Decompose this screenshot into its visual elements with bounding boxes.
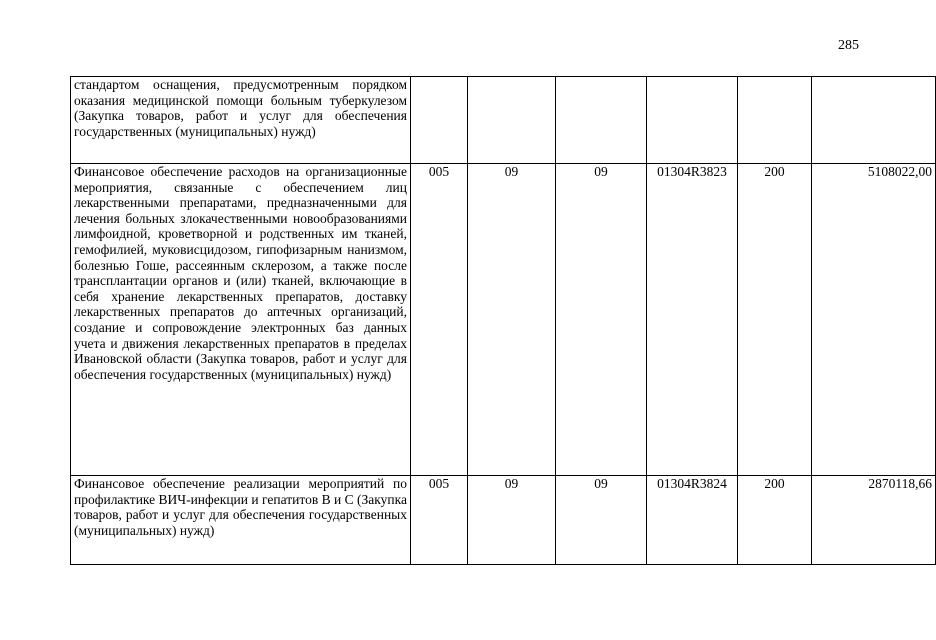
amount-value bbox=[812, 77, 936, 164]
expense-type-code: 200 bbox=[738, 476, 812, 565]
amount-value: 5108022,00 bbox=[812, 164, 936, 476]
expense-type-code: 200 bbox=[738, 164, 812, 476]
target-article-code bbox=[647, 77, 738, 164]
ministry-code: 005 bbox=[411, 476, 468, 565]
row-description: Финансовое обеспечение расходов на организационные мероприятия, связанные с обеспечением лиц лекарственными препаратами, предназначенными для лечения больных злокачественными новообразованиями лимфоидной, кроветворной и родственных им тканей, гемофилией, муковисцидозом, гипофизарным нанизмом, болезнью Гоше, рассеянным склерозом, а также после трансплантации органов и (или) тканей, включающие в себя хранение лекарственных препаратов, доставку лекарственных препаратов до аптечных организаций, создание и сопровождение электронных баз данных учета и движения лекарственных препаратов в пределах Ивановской области (Закупка товаров, работ и услуг для обеспечения государственных (муниципальных) нужд) bbox=[71, 164, 411, 476]
target-article-code: 01304R3823 bbox=[647, 164, 738, 476]
subsection-code: 09 bbox=[556, 164, 647, 476]
ministry-code: 005 bbox=[411, 164, 468, 476]
table-row bbox=[71, 77, 936, 164]
row-description: Финансовое обеспечение реализации мероприятий по профилактике ВИЧ-инфекции и гепатитов В и С (Закупка товаров, работ и услуг для обеспечения государственных (муниципальных) нужд) bbox=[71, 476, 411, 565]
section-code: 09 bbox=[468, 476, 556, 565]
budget-table bbox=[70, 76, 936, 565]
row-description: стандартом оснащения, предусмотренным порядком оказания медицинской помощи больным туберкулезом (Закупка товаров, работ и услуг для обеспечения государственных (муниципальных) нужд) bbox=[71, 77, 411, 164]
section-code bbox=[468, 77, 556, 164]
page-number: 285 bbox=[838, 38, 859, 53]
table-row bbox=[71, 476, 936, 565]
subsection-code bbox=[556, 77, 647, 164]
expense-type-code bbox=[738, 77, 812, 164]
target-article-code: 01304R3824 bbox=[647, 476, 738, 565]
amount-value: 2870118,66 bbox=[812, 476, 936, 565]
table-row bbox=[71, 164, 936, 476]
section-code: 09 bbox=[468, 164, 556, 476]
ministry-code bbox=[411, 77, 468, 164]
subsection-code: 09 bbox=[556, 476, 647, 565]
